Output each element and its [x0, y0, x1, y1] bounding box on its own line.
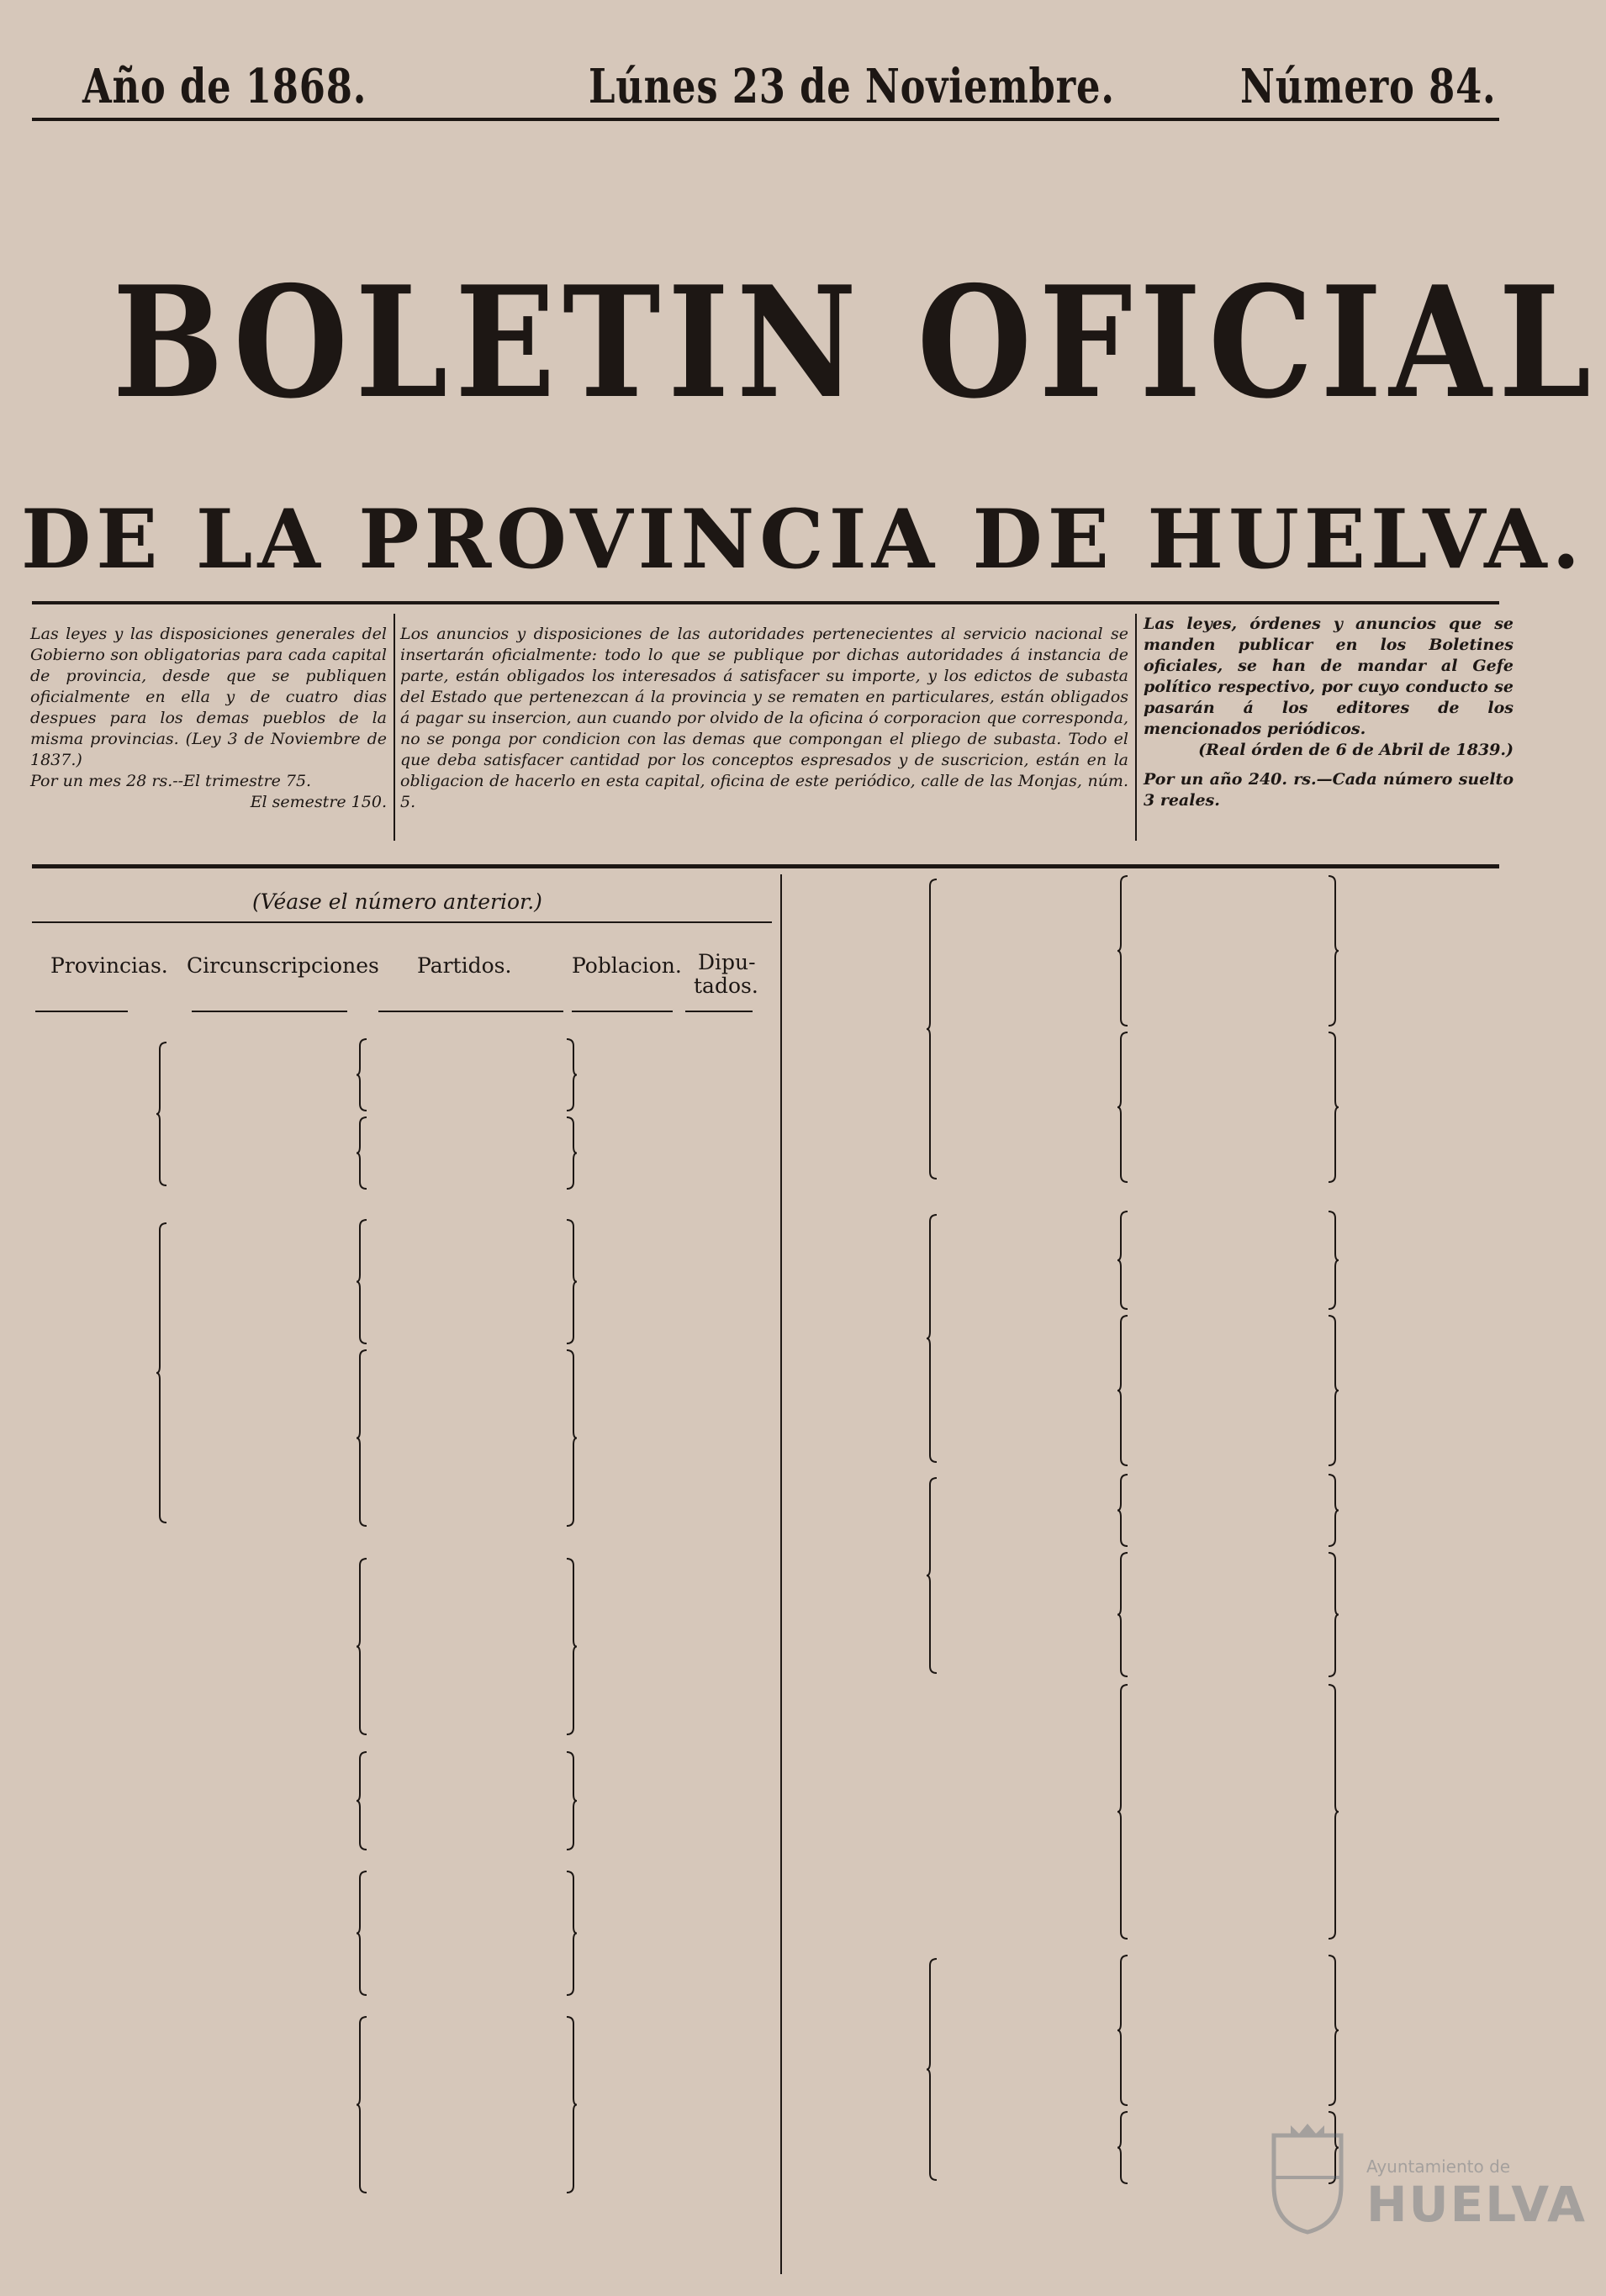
population-brace	[565, 2015, 577, 2194]
notice-left-price2: El semestre 150.	[250, 793, 387, 811]
hdr-rule-4	[572, 1011, 673, 1012]
population-brace	[565, 1218, 577, 1345]
hdr-rule-1	[35, 1011, 128, 1012]
population-brace	[1327, 1210, 1339, 1311]
population-brace	[1327, 1551, 1339, 1678]
notice-right	[1144, 614, 1514, 811]
partidos-brace	[357, 2015, 368, 2194]
notice-middle	[400, 624, 1128, 813]
watermark-sub: Ayuntamiento de	[1366, 2156, 1511, 2177]
partidos-brace	[357, 1870, 368, 1997]
notice-right-law: (Real órden de 6 de Abril de 1839.)	[1198, 741, 1514, 759]
province-brace	[927, 1213, 938, 1464]
col-poblacion: Poblacion.	[572, 953, 682, 978]
partidos-brace	[1117, 1031, 1129, 1184]
partidos-brace	[1117, 1551, 1129, 1678]
header-rule	[32, 118, 1499, 121]
partidos-brace	[357, 1037, 368, 1112]
partidos-brace	[357, 1557, 368, 1736]
population-brace	[565, 1349, 577, 1528]
watermark-main: HUELVA	[1366, 2176, 1588, 2233]
partidos-brace	[1117, 1683, 1129, 1940]
partidos-brace	[1117, 2110, 1129, 2185]
partidos-brace	[357, 1218, 368, 1345]
coat-of-arms-icon	[1265, 2119, 1350, 2236]
province-brace	[156, 1222, 168, 1524]
notice-bottom-rule	[32, 864, 1499, 868]
partidos-brace	[1117, 1473, 1129, 1548]
column-separator	[780, 874, 782, 2274]
population-brace	[1327, 1954, 1339, 2107]
notice-middle-text: Los anuncios y disposiciones de las autoridades pertenecientes al servicio nacional se insertarán oficialmente: todo lo que se publique por dichas autoridades á instancia de parte, están obligados los interesados á satisfacer su importe, y los edictos de subasta del Estado que pertenezcan á la provincia y se rematen en particulares, están obligados á pagar su insercion, aun cuando por olvido de la oficina ó corporacion que corresponda, no se ponga por condicion con las demas que compongan el pliego de subasta. Todo el que deba satisfacer cantidad por los conceptos espresados y de suscricion, están en la obligacion de hacerlo en esta capital, oficina de este periódico, calle de las Monjas, núm. 5.	[400, 625, 1128, 811]
province-brace	[927, 1957, 938, 2182]
population-brace	[565, 1750, 577, 1851]
notice-left-text: Las leyes y las disposiciones generales del Gobierno son obligatorias para cada capital de provincia, desde que se publiquen oficialmente en ella y de cuatro dias despues para los demas pueblos de la misma provincias. (Ley 3 de Noviembre de 1837.)	[30, 625, 387, 769]
population-brace	[1327, 874, 1339, 1027]
hdr-rule-2	[192, 1011, 347, 1012]
page-title: BOLETIN OFICIAL	[112, 252, 1598, 432]
notice-left-price1: Por un mes 28 rs.--El trimestre 75.	[30, 772, 312, 790]
population-brace	[1327, 1031, 1339, 1184]
notice-divider-1	[394, 614, 395, 841]
col-provincias: Provincias.	[50, 953, 168, 978]
province-brace	[927, 1476, 938, 1675]
population-brace	[565, 1037, 577, 1112]
province-brace	[156, 1041, 168, 1187]
partidos-brace	[1117, 1954, 1129, 2107]
population-brace	[1327, 1473, 1339, 1548]
watermark	[1265, 2119, 1588, 2245]
province-brace	[927, 878, 938, 1180]
table-caption: (Véase el número anterior.)	[252, 889, 542, 914]
partidos-brace	[1117, 1210, 1129, 1311]
population-brace	[565, 1557, 577, 1736]
issue-date: Lúnes 23 de Noviembre.	[589, 59, 1115, 114]
issue-number: Número 84.	[1240, 59, 1497, 114]
notice-top-rule	[32, 601, 1499, 604]
issue-year: Año de 1868.	[82, 59, 367, 114]
caption-rule	[32, 921, 772, 923]
notice-divider-2	[1135, 614, 1137, 841]
col-circunscripciones: Circunscripciones	[187, 953, 379, 978]
partidos-brace	[1117, 1314, 1129, 1467]
population-brace	[1327, 1683, 1339, 1940]
page-subtitle: DE LA PROVINCIA DE HUELVA.	[21, 492, 1585, 587]
partidos-brace	[1117, 874, 1129, 1027]
population-brace	[1327, 1314, 1339, 1467]
col-partidos: Partidos.	[417, 953, 512, 978]
population-brace	[565, 1870, 577, 1997]
partidos-brace	[357, 1116, 368, 1190]
partidos-brace	[357, 1750, 368, 1851]
partidos-brace	[357, 1349, 368, 1528]
hdr-rule-3	[378, 1011, 563, 1012]
notice-left	[30, 624, 387, 813]
col-diputados-2: tados.	[694, 974, 758, 998]
col-diputados-1: Dipu-	[698, 950, 756, 974]
notice-right-text: Las leyes, órdenes y anuncios que se manden publicar en los Boletines oficiales, se han de mandar al Gefe político respectivo, por cuyo conducto se pasarán á los editores de los mencionados periódicos.	[1144, 615, 1514, 738]
hdr-rule-5	[685, 1011, 753, 1012]
population-brace	[565, 1116, 577, 1190]
notice-right-price: Por un año 240. rs.—Cada número suelto 3 reales.	[1144, 770, 1514, 810]
